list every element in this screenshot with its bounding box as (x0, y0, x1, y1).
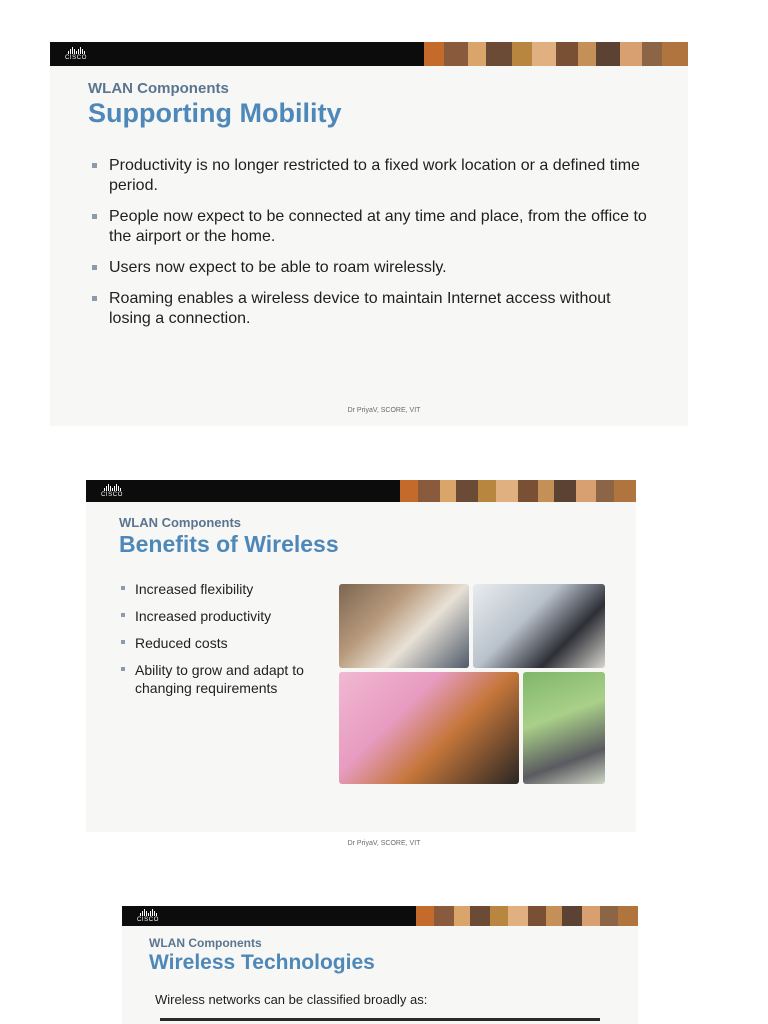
slide-supporting-mobility (50, 42, 688, 426)
header-banner (122, 906, 638, 926)
photo-collage (339, 584, 605, 784)
slide-footer: Dr PriyaV, SCORE, VIT (347, 407, 421, 414)
cut-off-text-line (160, 1018, 600, 1024)
slide-intro-text: Wireless networks can be classified broadly as: (155, 992, 428, 1007)
bullet-item: Roaming enables a wireless device to maintain Internet access without losing a connection. (109, 289, 649, 329)
header-photo-strip (416, 906, 638, 926)
slide-subtitle: WLAN Components (88, 80, 229, 97)
slide-footer: Dr PriyaV, SCORE, VIT (347, 840, 421, 847)
header-banner (50, 42, 688, 66)
header-photo-strip (424, 42, 688, 66)
bullet-item: People now expect to be connected at any time and place, from the office to the airport or the home. (109, 207, 649, 247)
photo-outdoor-reader (523, 672, 605, 784)
photo-colleagues (473, 584, 605, 668)
bullet-item: Reduced costs (135, 634, 335, 652)
bullet-item: Increased flexibility (135, 580, 335, 598)
photo-tablet-desk (339, 672, 519, 784)
slide-subtitle: WLAN Components (149, 936, 262, 950)
slide-title: Supporting Mobility (88, 98, 342, 128)
cisco-logo: CISCO (128, 907, 168, 925)
header-photo-strip (400, 480, 636, 502)
bullet-item: Productivity is no longer restricted to a fixed work location or a defined time period. (109, 156, 649, 196)
bullet-item: Users now expect to be able to roam wirelessly. (109, 258, 649, 278)
slide-subtitle: WLAN Components (119, 515, 242, 530)
cisco-logo: CISCO (92, 482, 132, 500)
slide-title: Benefits of Wireless (119, 531, 339, 557)
header-banner (86, 480, 636, 502)
slide-wireless-technologies (122, 906, 638, 1024)
cisco-logo: CISCO (56, 45, 96, 63)
slide-title: Wireless Technologies (149, 951, 375, 974)
bullet-list (109, 156, 649, 329)
bullet-item: Ability to grow and adapt to changing requirements (135, 661, 335, 697)
photo-meeting (339, 584, 469, 668)
slide-benefits-of-wireless (86, 480, 636, 832)
bullet-list (135, 580, 335, 697)
bullet-item: Increased productivity (135, 607, 335, 625)
